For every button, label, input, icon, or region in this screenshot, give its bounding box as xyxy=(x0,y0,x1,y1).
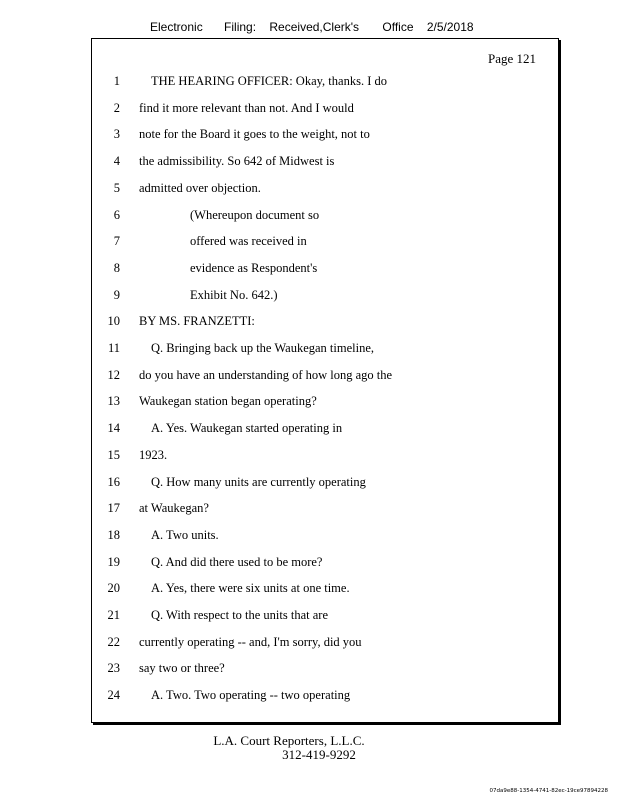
document-hash: 07da9e88-1354-4741-82ec-19ce97894228 xyxy=(489,788,608,794)
transcript-line xyxy=(92,528,558,554)
transcript-line xyxy=(92,421,558,447)
transcript-line xyxy=(92,394,558,420)
line-text: Q. Bringing back up the Waukegan timeline, xyxy=(151,341,375,355)
line-text: the admissibility. So 642 of Midwest is xyxy=(139,154,335,169)
line-number: 9 xyxy=(113,287,120,302)
transcript-line xyxy=(92,475,558,501)
line-text: Q. And did there used to be more? xyxy=(151,554,323,569)
transcript-line xyxy=(92,288,558,314)
line-text: say two or three? xyxy=(139,661,225,676)
transcript-line xyxy=(92,501,558,527)
line-number: 20 xyxy=(107,581,120,596)
transcript-line xyxy=(92,341,558,367)
line-text: Exhibit No. 642.) xyxy=(190,287,278,302)
transcript-line xyxy=(92,127,558,153)
line-number: 6 xyxy=(113,207,120,222)
footer-phone: 312-419-9292 xyxy=(282,747,356,762)
line-text: A. Yes, there were six units at one time. xyxy=(151,581,350,596)
line-text: find it more relevant than not. And I would xyxy=(139,100,354,115)
transcript-line xyxy=(92,661,558,687)
line-text: A. Two units. xyxy=(151,527,219,542)
line-number: 18 xyxy=(107,527,120,542)
transcript-line xyxy=(92,234,558,260)
line-number: 5 xyxy=(113,180,120,195)
line-text: 1923. xyxy=(139,447,168,462)
transcript-line xyxy=(92,635,558,661)
line-text: currently operating -- and, I'm sorry, did you xyxy=(139,634,362,649)
line-text: note for the Board it goes to the weight, not to xyxy=(139,127,370,142)
line-text: A. Yes. Waukegan started operating in xyxy=(151,421,343,436)
line-text: Q. How many units are currently operating xyxy=(151,474,366,489)
transcript-line xyxy=(92,448,558,474)
transcript-line xyxy=(92,208,558,234)
transcript-line xyxy=(92,154,558,180)
line-number: 17 xyxy=(107,501,120,516)
line-number: 2 xyxy=(113,100,120,115)
line-number: 16 xyxy=(107,474,120,489)
transcript-line xyxy=(92,314,558,340)
transcript-line xyxy=(92,688,558,714)
transcript-line xyxy=(92,181,558,207)
header-date: 2/5/2018 xyxy=(426,20,474,34)
line-text: (Whereupon document so xyxy=(190,207,320,222)
line-text: A. Two. Two operating -- two operating xyxy=(151,688,351,703)
line-number: 12 xyxy=(107,367,120,382)
line-text: do you have an understanding of how long ago the xyxy=(139,367,393,382)
line-number: 23 xyxy=(107,661,120,676)
line-text: BY MS. FRANZETTI: xyxy=(139,314,255,329)
transcript-line xyxy=(92,368,558,394)
transcript-line xyxy=(92,101,558,127)
line-number: 19 xyxy=(107,554,120,569)
transcript-line xyxy=(92,74,558,100)
footer-company: L.A. Court Reporters, L.L.C. xyxy=(213,733,365,748)
transcript-page xyxy=(91,38,559,723)
header-office: Office xyxy=(382,20,414,34)
line-number: 22 xyxy=(107,634,120,649)
transcript-line xyxy=(92,555,558,581)
line-number: 3 xyxy=(113,127,120,142)
line-number: 11 xyxy=(107,341,120,355)
line-number: 21 xyxy=(107,608,120,622)
page-number: Page 121 xyxy=(487,51,536,66)
line-text: THE HEARING OFFICER: Okay, thanks. I do xyxy=(151,74,387,88)
line-number: 14 xyxy=(107,421,120,436)
header-filing: Filing: xyxy=(224,20,257,34)
line-text: admitted over objection. xyxy=(139,180,261,195)
line-text: Waukegan station began operating? xyxy=(139,394,317,409)
line-text: offered was received in xyxy=(190,234,307,249)
line-number: 4 xyxy=(113,154,120,169)
line-number: 24 xyxy=(107,688,120,703)
transcript-line xyxy=(92,581,558,607)
filing-header xyxy=(150,20,474,34)
line-number: 1 xyxy=(113,74,120,88)
transcript-line xyxy=(92,261,558,287)
transcript-line xyxy=(92,608,558,634)
line-number: 8 xyxy=(113,260,120,275)
line-number: 10 xyxy=(107,314,120,329)
line-number: 15 xyxy=(107,447,120,462)
header-received: Received,Clerk's xyxy=(269,20,360,34)
line-number: 13 xyxy=(107,394,120,409)
line-text: evidence as Respondent's xyxy=(190,260,318,275)
line-number: 7 xyxy=(113,234,120,249)
line-text: Q. With respect to the units that are xyxy=(151,608,328,622)
header-electronic: Electronic xyxy=(150,20,203,34)
line-text: at Waukegan? xyxy=(139,501,209,516)
